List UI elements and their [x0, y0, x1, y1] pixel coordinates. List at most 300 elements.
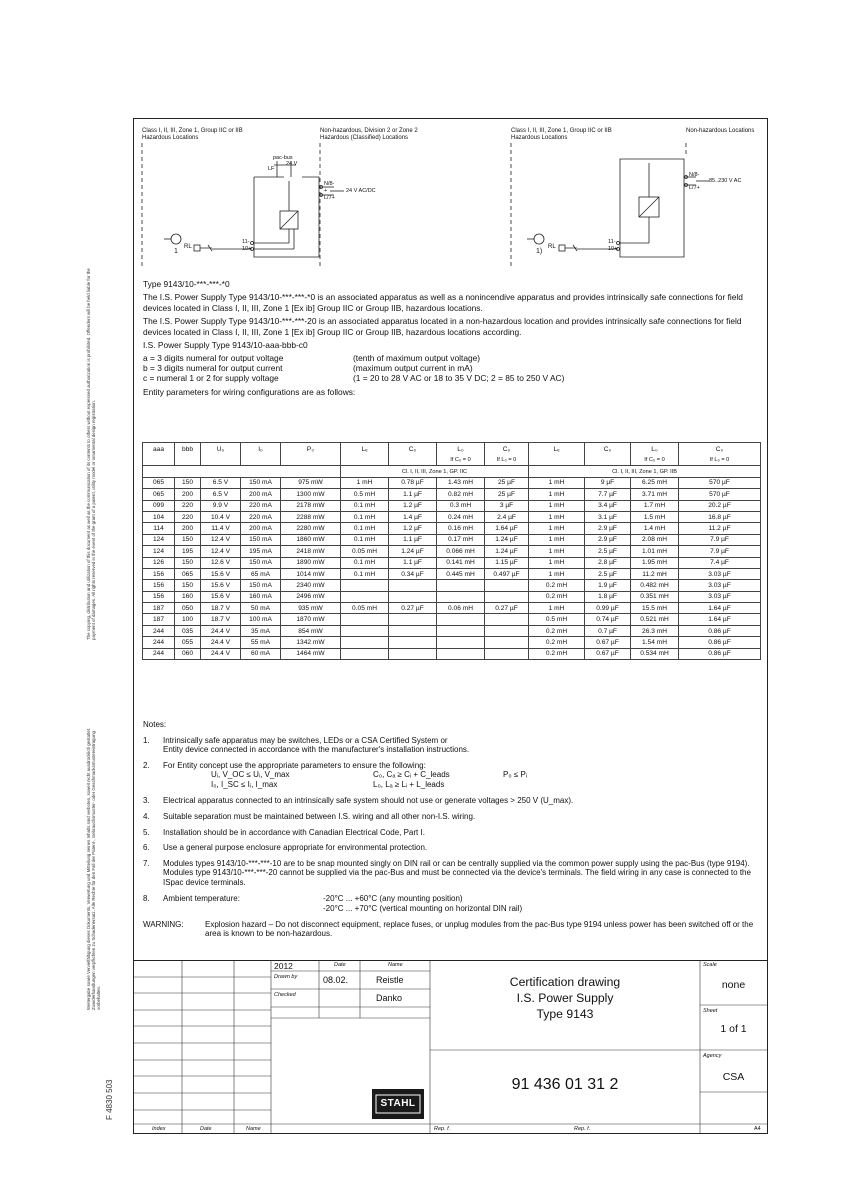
table-cell	[485, 625, 529, 636]
title-block	[134, 960, 767, 1134]
table-cell	[341, 648, 389, 659]
table-cell: 0.2 mH	[529, 637, 585, 648]
table-cell: 935 mW	[281, 603, 341, 614]
left-terminal-10: 10+	[242, 246, 252, 252]
table-header-cell: C₀	[679, 443, 761, 456]
sheet-header: Sheet	[703, 1008, 718, 1014]
table-cell: 55 mA	[241, 637, 281, 648]
table-cell: 150	[175, 477, 201, 488]
table-cell: 1 mH	[529, 477, 585, 488]
note-7: 7. Modules types 9143/10-***-***-10 are to be snap mounted singly on DIN rail or can be centrally supplied via the common power supply using the pac-Bus (type 9194). Modules type 9143/10-***-***-20 cannot be supplied via the pac-Bus and must be connected via the device's terminals. The field wiring in any case is connected to the ISpac device terminals.	[143, 858, 751, 887]
table-cell: 156	[143, 568, 175, 579]
notes-section	[143, 720, 763, 945]
table-cell: 3.4 µF	[585, 500, 631, 511]
drawn-by-label: Drawn by	[274, 974, 298, 980]
note-1: 1. Intrinsically safe apparatus may be switches, LEDs or a CSA Certified System or Entity device connected in accordance with the manufacturer's installation instructions.	[143, 735, 470, 755]
table-cell: 055	[175, 637, 201, 648]
right-l-label: L/7+	[689, 185, 700, 191]
table-cell: 2418 mW	[281, 546, 341, 557]
table-row	[143, 625, 761, 636]
table-cell: 050	[175, 603, 201, 614]
table-cell: 150 mA	[241, 580, 281, 591]
table-cell: 24.4 V	[201, 637, 241, 648]
table-cell: 099	[143, 500, 175, 511]
table-cell: 15.5 mH	[631, 603, 679, 614]
table-header-cell: Lₑ	[529, 443, 585, 456]
paper-format: A4	[754, 1126, 761, 1132]
type-code-line: I.S. Power Supply Type 9143/10-aaa-bbb-c0	[143, 340, 308, 351]
lf-label: LF	[268, 166, 275, 172]
table-header-cell: C₀	[389, 443, 437, 456]
table-cell: 50 mA	[241, 603, 281, 614]
table-cell: 1464 mW	[281, 648, 341, 659]
table-header-row	[143, 443, 761, 456]
table-cell	[437, 625, 485, 636]
table-cell: 220	[175, 500, 201, 511]
table-cell: 220	[175, 511, 201, 522]
table-cell: 2.4 µF	[485, 511, 529, 522]
table-row	[143, 591, 761, 602]
table-cell: 100	[175, 614, 201, 625]
table-cell: 0.3 mH	[437, 500, 485, 511]
formula-capacitance: C₀, Cₐ ≥ Cᵢ + C_leads	[373, 770, 450, 780]
table-cell: 0.27 µF	[485, 603, 529, 614]
table-subheader-cell	[201, 455, 241, 466]
def-c: c = numeral 1 or 2 for supply voltage	[143, 373, 279, 384]
table-cell: 100 mA	[241, 614, 281, 625]
table-row	[143, 648, 761, 659]
entity-parameters-table	[142, 442, 761, 660]
table-cell	[485, 580, 529, 591]
table-cell: 60 mA	[241, 648, 281, 659]
table-cell: 3.03 µF	[679, 591, 761, 602]
table-cell: 975 mW	[281, 477, 341, 488]
scale-value: none	[721, 979, 746, 991]
stahl-logo-text: STAHL	[380, 1098, 416, 1109]
note-5: 5. Installation should be in accordance with Canadian Electrical Code, Part I.	[143, 827, 425, 837]
table-cell: 0.445 mH	[437, 568, 485, 579]
table-cell	[389, 580, 437, 591]
table-cell: 150 mA	[241, 477, 281, 488]
table-header-cell: Lₑ	[341, 443, 389, 456]
table-cell	[437, 614, 485, 625]
table-cell: 12.4 V	[201, 546, 241, 557]
document-form-id: F 4830 503	[105, 1079, 114, 1120]
table-cell: 0.24 mH	[437, 511, 485, 522]
supply-voltage-left: 24 V AC/DC	[346, 188, 376, 194]
table-cell: 11.2 µF	[679, 523, 761, 534]
table-subheader-cell: If L₀ = 0	[679, 455, 761, 466]
table-cell: 104	[143, 511, 175, 522]
table-cell: 1 mH	[529, 557, 585, 568]
scale-header: Scale	[703, 962, 717, 968]
table-cell: 160 mA	[241, 591, 281, 602]
table-subheader-cell	[529, 455, 585, 466]
right-nonhazardous-label: Non-hazardous Locations	[686, 128, 755, 134]
table-cell: 3.03 µF	[679, 580, 761, 591]
right-hazardous-label: Class I, II, III, Zone 1, Group IIC or IIB Hazardous Locations	[511, 128, 612, 141]
table-cell	[437, 637, 485, 648]
drawing-number: 91 436 01 31 2	[511, 1076, 619, 1093]
table-cell: 156	[143, 591, 175, 602]
table-cell: 15.6 V	[201, 580, 241, 591]
table-row	[143, 477, 761, 488]
table-header-cell: L₀	[437, 443, 485, 456]
table-cell: 1.15 µF	[485, 557, 529, 568]
table-cell: 200	[175, 523, 201, 534]
table-cell: 195	[175, 546, 201, 557]
table-cell: 124	[143, 546, 175, 557]
table-cell: 1870 mW	[281, 614, 341, 625]
table-header-cell: P₀	[281, 443, 341, 456]
table-row	[143, 500, 761, 511]
table-subheader-row	[143, 455, 761, 466]
type-line: Type 9143/10-***-***-*0	[143, 279, 230, 289]
table-cell: 18.7 V	[201, 614, 241, 625]
table-cell	[437, 591, 485, 602]
table-cell: 0.066 mH	[437, 546, 485, 557]
table-cell: 244	[143, 648, 175, 659]
table-cell: 1.64 µF	[485, 523, 529, 534]
table-cell: 0.482 mH	[631, 580, 679, 591]
drawing-title: Certification drawing I.S. Power Supply Type 9143	[509, 975, 621, 1021]
right-terminal-11: 11-	[608, 239, 616, 245]
table-cell: 1 mH	[529, 500, 585, 511]
table-cell: 0.82 mH	[437, 489, 485, 500]
table-cell: 12.4 V	[201, 534, 241, 545]
table-cell: 2340 mW	[281, 580, 341, 591]
table-cell: 1.4 mH	[631, 523, 679, 534]
table-cell: 156	[143, 580, 175, 591]
notes-title: Notes:	[143, 720, 167, 729]
table-cell: 0.1 mH	[341, 534, 389, 545]
def-a-note: (tenth of maximum output voltage)	[353, 353, 481, 364]
note-2: 2. For Entity concept use the appropriate parameters to ensure the following: Uᵢ, V_OC ≤ Uᵢ, V_max C₀, Cₐ ≥ Cᵢ + C_leads P₀ ≤ Pᵢ I₀, I_SC ≤ Iᵢ, I_max L₀, Lₐ ≥ Lᵢ + L_leads	[143, 760, 528, 790]
table-subheader-cell	[585, 455, 631, 466]
table-cell: 0.5 mH	[341, 489, 389, 500]
table-cell: 1 mH	[529, 568, 585, 579]
table-header-cell: C₀	[485, 443, 529, 456]
entity-intro: Entity parameters for wiring configurations are as follows:	[143, 387, 356, 398]
table-cell: 7.9 µF	[679, 546, 761, 557]
table-cell	[437, 580, 485, 591]
table-cell: 6.5 V	[201, 477, 241, 488]
table-cell	[485, 614, 529, 625]
table-cell: 1.95 mH	[631, 557, 679, 568]
note-8: 8. Ambient temperature: -20°C ... +60°C (any mounting position) -20°C ... +70°C (vertical mounting on horizontal DIN rail)	[143, 893, 523, 913]
table-cell: 035	[175, 625, 201, 636]
table-cell: 65 mA	[241, 568, 281, 579]
table-cell: 6.25 mH	[631, 477, 679, 488]
table-cell: 0.06 mH	[437, 603, 485, 614]
date-label: Date	[200, 1126, 212, 1132]
table-cell: 0.521 mH	[631, 614, 679, 625]
table-cell: 0.27 µF	[389, 603, 437, 614]
table-cell: 0.1 mH	[341, 500, 389, 511]
side-copyright-note-de: Weitergabe sowie Vervielfältigung dieses Dokuments, Verwertung und Mitteilung seines Inhalts sind verboten, soweit nicht ausdrücklich gestattet. Zuwiderhandlungen verpflichten zu Schadenersatz. Alle Rechte für den Fall der Patent-, Gebrauchsmuster- oder Geschmacksmustereintragung vorbehalten.	[86, 727, 101, 1010]
table-cell: 0.86 µF	[679, 648, 761, 659]
table-cell: 160	[175, 591, 201, 602]
table-cell: 200	[175, 489, 201, 500]
table-cell: 1014 mW	[281, 568, 341, 579]
table-row	[143, 580, 761, 591]
table-cell: 25 µF	[485, 477, 529, 488]
table-cell	[341, 625, 389, 636]
table-cell: 124	[143, 534, 175, 545]
left-field-number: 1	[174, 248, 178, 255]
table-cell: 0.99 µF	[585, 603, 631, 614]
table-cell	[341, 580, 389, 591]
table-cell: 2288 mW	[281, 511, 341, 522]
table-row	[143, 614, 761, 625]
table-cell	[389, 648, 437, 659]
table-cell: 1 mH	[341, 477, 389, 488]
table-cell: 0.67 µF	[585, 648, 631, 659]
table-cell: 114	[143, 523, 175, 534]
table-group-row	[143, 466, 761, 477]
table-subheader-cell	[389, 455, 437, 466]
table-header-cell: bbb	[175, 443, 201, 456]
table-cell	[389, 591, 437, 602]
table-cell: 0.05 mH	[341, 546, 389, 557]
index-label: Index	[152, 1126, 166, 1132]
table-cell: 15.6 V	[201, 591, 241, 602]
table-cell: 20.2 µF	[679, 500, 761, 511]
name-header: Name	[388, 962, 403, 968]
rep-label-2: Rep. f.	[574, 1126, 591, 1132]
table-cell: 2.08 mH	[631, 534, 679, 545]
pac-bus-label: pac-bus	[273, 155, 293, 161]
table-row	[143, 557, 761, 568]
table-subheader-cell: If C₀ = 0	[437, 455, 485, 466]
left-hazardous-label: Class I, II, III, Zone 1, Group IIC or IIB Hazardous Locations	[142, 128, 243, 141]
table-cell: 1.43 mH	[437, 477, 485, 488]
table-cell: 7.9 µF	[679, 534, 761, 545]
table-cell: 3.1 µF	[585, 511, 631, 522]
date-header: Date	[334, 962, 346, 968]
table-header-cell: C₀	[585, 443, 631, 456]
table-cell	[389, 614, 437, 625]
wiring-diagram	[134, 119, 769, 269]
table-cell: 1.64 µF	[679, 614, 761, 625]
table-cell: 0.2 mH	[529, 580, 585, 591]
table-cell: 1 mH	[529, 546, 585, 557]
table-cell: 1.24 µF	[485, 534, 529, 545]
agency-header: Agency	[703, 1053, 722, 1059]
table-row	[143, 637, 761, 648]
table-row	[143, 534, 761, 545]
table-cell: 2.9 µF	[585, 523, 631, 534]
table-cell: 2.5 µF	[585, 568, 631, 579]
table-cell: 0.78 µF	[389, 477, 437, 488]
table-cell: 1.54 mH	[631, 637, 679, 648]
table-cell: 187	[143, 614, 175, 625]
note-4: 4. Suitable separation must be maintained between I.S. wiring and all other non-I.S. wiring.	[143, 811, 476, 821]
table-cell: 0.74 µF	[585, 614, 631, 625]
table-row	[143, 603, 761, 614]
table-cell: 11.2 mH	[631, 568, 679, 579]
formula-inductance: L₀, Lₐ ≥ Lᵢ + L_leads	[373, 780, 445, 790]
table-cell: 0.2 mH	[529, 648, 585, 659]
warning-note: WARNING: Explosion hazard – Do not disconnect equipment, replace fuses, or unplug modules from the pac-Bus type 9194 unless power has been switched off or the area is known to be non-hazardous.	[143, 919, 754, 939]
table-cell: 220 mA	[241, 500, 281, 511]
table-cell: 0.34 µF	[389, 568, 437, 579]
table-row	[143, 489, 761, 500]
table-cell: 16.8 µF	[679, 511, 761, 522]
formula-current: I₀, I_SC ≤ Iᵢ, I_max	[211, 780, 278, 790]
table-cell: 0.2 mH	[529, 625, 585, 636]
table-cell	[341, 637, 389, 648]
table-cell: 1860 mW	[281, 534, 341, 545]
table-cell: 065	[175, 568, 201, 579]
table-cell: 2496 mW	[281, 591, 341, 602]
right-rl-label: RL	[548, 244, 556, 250]
table-subheader-cell: If C₀ = 0	[631, 455, 679, 466]
table-cell: 0.17 mH	[437, 534, 485, 545]
table-cell: 0.16 mH	[437, 523, 485, 534]
table-cell: 26.3 mH	[631, 625, 679, 636]
table-cell: 1.24 µF	[389, 546, 437, 557]
agency-value: CSA	[722, 1071, 745, 1083]
table-cell: 1 mH	[529, 603, 585, 614]
table-row	[143, 568, 761, 579]
table-cell: 1.8 µF	[585, 591, 631, 602]
table-cell: 126	[143, 557, 175, 568]
group-iib-header: Cl. I, II, III, Zone 1, GP. IIB	[529, 466, 761, 477]
table-cell: 18.7 V	[201, 603, 241, 614]
table-header-cell: aaa	[143, 443, 175, 456]
def-a: a = 3 digits numeral for output voltage	[143, 353, 284, 364]
table-cell	[389, 625, 437, 636]
table-cell	[341, 614, 389, 625]
table-cell: 15.6 V	[201, 568, 241, 579]
table-cell: 3.03 µF	[679, 568, 761, 579]
table-cell: 244	[143, 625, 175, 636]
table-cell: 1 mH	[529, 511, 585, 522]
table-cell: 150	[175, 557, 201, 568]
table-cell	[485, 648, 529, 659]
table-cell: 1 mH	[529, 523, 585, 534]
table-cell: 1.4 µF	[389, 511, 437, 522]
table-cell: 2.5 µF	[585, 546, 631, 557]
table-cell: 0.86 µF	[679, 637, 761, 648]
table-row	[143, 511, 761, 522]
left-terminal-11: 11-	[242, 239, 250, 245]
table-cell: 2280 mW	[281, 523, 341, 534]
def-b-note: (maximum output current in mA)	[353, 363, 473, 374]
right-field-number: 1)	[536, 248, 543, 255]
table-cell	[341, 591, 389, 602]
table-cell: 1.2 µF	[389, 500, 437, 511]
table-cell: 35 mA	[241, 625, 281, 636]
table-header-cell: I₀	[241, 443, 281, 456]
table-cell: 0.5 mH	[529, 614, 585, 625]
table-cell: 9.9 V	[201, 500, 241, 511]
table-cell: 0.7 µF	[585, 625, 631, 636]
table-cell: 570 µF	[679, 477, 761, 488]
table-cell: 25 µF	[485, 489, 529, 500]
checked-name: Danko	[376, 993, 403, 1003]
v24-label: 24 V	[286, 161, 298, 167]
table-cell: 0.1 mH	[341, 557, 389, 568]
table-cell: 195 mA	[241, 546, 281, 557]
table-cell: 150 mA	[241, 534, 281, 545]
left-n-label: N/8-	[324, 181, 335, 187]
table-cell: 12.6 V	[201, 557, 241, 568]
table-cell: 0.86 µF	[679, 625, 761, 636]
right-n-label: N/8-	[689, 172, 700, 178]
table-cell: 1.1 µF	[389, 557, 437, 568]
table-cell: 9 µF	[585, 477, 631, 488]
table-cell: 7.7 µF	[585, 489, 631, 500]
rep-label-1: Rep. f.	[434, 1126, 451, 1132]
table-cell: 150 mA	[241, 557, 281, 568]
drawn-date: 08.02.	[323, 975, 349, 985]
name-label: Name	[246, 1126, 261, 1132]
drawing-year: 2012	[274, 961, 293, 971]
table-cell: 24.4 V	[201, 625, 241, 636]
sheet-value: 1 of 1	[720, 1023, 747, 1035]
table-cell: 0.141 mH	[437, 557, 485, 568]
table-cell: 150	[175, 580, 201, 591]
table-cell: 065	[143, 489, 175, 500]
def-b: b = 3 digits numeral for output current	[143, 363, 283, 374]
description-block	[143, 279, 759, 401]
table-cell: 187	[143, 603, 175, 614]
right-terminal-10: 10+	[608, 246, 618, 252]
table-cell: 1 mH	[529, 534, 585, 545]
table-cell: 2.9 µF	[585, 534, 631, 545]
table-cell: 3.71 mH	[631, 489, 679, 500]
table-cell: 0.1 mH	[341, 511, 389, 522]
type-code-definitions	[143, 353, 759, 385]
table-cell: 1.5 mH	[631, 511, 679, 522]
table-cell: 1890 mW	[281, 557, 341, 568]
table-cell	[485, 637, 529, 648]
stahl-logo	[372, 1089, 424, 1119]
table-cell	[437, 648, 485, 659]
paragraph-1: The I.S. Power Supply Type 9143/10-***-***-*0 is an associated apparatus as well as a nonincendive apparatus and provides intrinsically safe connections for field devices located in Class I, II, III, Zone 1 [Ex ib] Group IIC or Group IIB, hazardous locations.	[143, 292, 743, 313]
table-subheader-cell: If L₀ = 0	[485, 455, 529, 466]
table-cell: 570 µF	[679, 489, 761, 500]
table-cell: 0.2 mH	[529, 591, 585, 602]
table-cell: 2178 mW	[281, 500, 341, 511]
side-copyright-note-en: The copying, distribution and utilization of this document as well as the communication of its contents to others without expressed authorization is prohibited. Offenders will be held liable for the payment of damages. All rights reserved in the event of the grant of a patent, utility model or ornamental design registration.	[86, 268, 96, 640]
table-cell: 3 µF	[485, 500, 529, 511]
table-cell: 0.351 mH	[631, 591, 679, 602]
table-cell	[389, 637, 437, 648]
table-row	[143, 523, 761, 534]
note-3: 3. Electrical apparatus connected to an intrinsically safe system should not use or generate voltages > 250 V (U_max).	[143, 796, 574, 806]
table-cell: 1.01 mH	[631, 546, 679, 557]
table-cell: 1.7 mH	[631, 500, 679, 511]
table-cell: 1.1 µF	[389, 534, 437, 545]
table-cell: 1.64 µF	[679, 603, 761, 614]
table-cell: 1300 mW	[281, 489, 341, 500]
drawn-name: Reistle	[376, 975, 404, 985]
table-cell: 1342 mW	[281, 637, 341, 648]
table-cell: 0.05 mH	[341, 603, 389, 614]
def-c-note: (1 = 20 to 28 V AC or 18 to 35 V DC; 2 = 85 to 250 V AC)	[353, 373, 565, 384]
table-cell: 065	[143, 477, 175, 488]
left-nonhazardous-label: Non-hazardous, Division 2 or Zone 2 Hazardous (Classified) Locations	[320, 128, 418, 141]
table-cell: 1.9 µF	[585, 580, 631, 591]
table-cell: 6.5 V	[201, 489, 241, 500]
checked-label: Checked	[274, 992, 296, 998]
table-cell: 0.67 µF	[585, 637, 631, 648]
table-cell	[485, 591, 529, 602]
table-subheader-cell	[175, 455, 201, 466]
